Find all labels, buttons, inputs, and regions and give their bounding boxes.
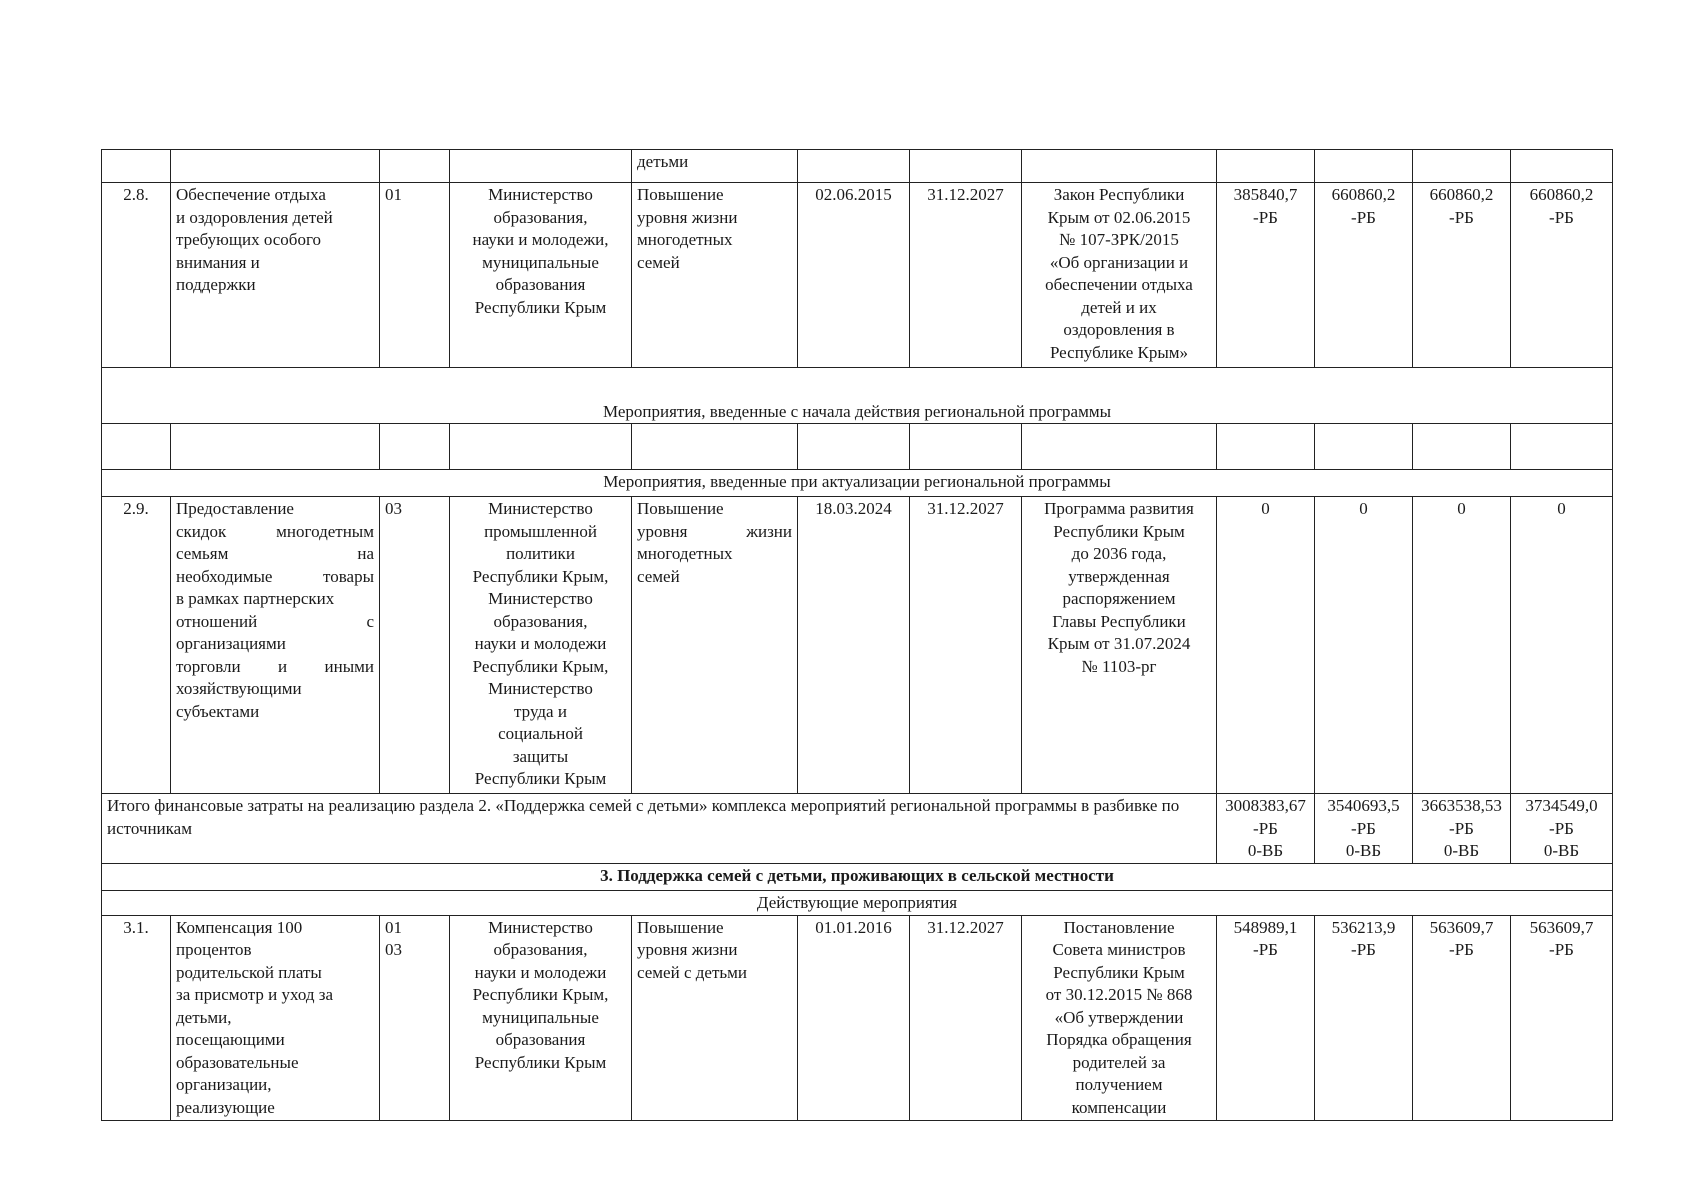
measure-code: 03 xyxy=(380,497,450,794)
funding-year-3: 660860,2 -РБ xyxy=(1413,183,1511,368)
total-label: Итого финансовые затраты на реализацию раздела 2. «Поддержка семей с детьми» комплекса мероприятий региональной программы в разбивке по источникам xyxy=(102,794,1217,864)
funding-year-1: 0 xyxy=(1217,497,1315,794)
funding-year-4: 0 xyxy=(1511,497,1613,794)
start-date: 02.06.2015 xyxy=(798,183,910,368)
row-number: 2.9. xyxy=(102,497,171,794)
section-row xyxy=(102,863,1613,890)
measure-code: 01 xyxy=(380,183,450,368)
executor: Министерство промышленной политики Республики Крым, Министерство образования, науки и молодежи Республики Крым, Министерство труда и социальной защиты Республики Крым xyxy=(450,497,632,794)
section-row xyxy=(102,890,1613,915)
cell-num xyxy=(102,150,171,183)
measure-name: Предоставление скидок многодетным семьям на необходимые товары в рамках партнерских отношений с организациями торговли и иными хозяйствующими субъектами xyxy=(171,497,380,794)
row-number: 2.8. xyxy=(102,183,171,368)
row-number: 3.1. xyxy=(102,915,171,1120)
end-date: 31.12.2027 xyxy=(910,497,1022,794)
total-year-1: 3008383,67 -РБ 0-ВБ xyxy=(1217,794,1315,864)
cell-code xyxy=(380,150,450,183)
table-row-2-9 xyxy=(102,497,1613,794)
total-year-4: 3734549,0 -РБ 0-ВБ xyxy=(1511,794,1613,864)
measure-code: 01 03 xyxy=(380,915,450,1120)
legal-basis: Постановление Совета министров Республики Крым от 30.12.2015 № 868 «Об утверждении Порядка обращения родителей за получением компенсации xyxy=(1022,915,1217,1120)
table-row-3-1 xyxy=(102,915,1613,1120)
measure-name: Обеспечение отдыха и оздоровления детей требующих особого внимания и поддержки xyxy=(171,183,380,368)
start-date: 01.01.2016 xyxy=(798,915,910,1120)
total-year-2: 3540693,5 -РБ 0-ВБ xyxy=(1315,794,1413,864)
measure-name: Компенсация 100 процентов родительской платы за присмотр и уход за детьми, посещающими образовательные организации, реализующие xyxy=(171,915,380,1120)
task: Повышение уровня жизни многодетных семей xyxy=(632,497,798,794)
executor: Министерство образования, науки и молодежи Республики Крым, муниципальные образования Республики Крым xyxy=(450,915,632,1120)
funding-year-2: 536213,9 -РБ xyxy=(1315,915,1413,1120)
funding-year-2: 0 xyxy=(1315,497,1413,794)
program-table xyxy=(101,149,1613,1121)
start-date: 18.03.2024 xyxy=(798,497,910,794)
cell-name xyxy=(171,150,380,183)
funding-year-1: 548989,1 -РБ xyxy=(1217,915,1315,1120)
executor: Министерство образования, науки и молодежи, муниципальные образования Республики Крым xyxy=(450,183,632,368)
task: Повышение уровня жизни семей с детьми xyxy=(632,915,798,1120)
end-date: 31.12.2027 xyxy=(910,183,1022,368)
section-title-active: Действующие мероприятия xyxy=(102,890,1613,915)
total-row xyxy=(102,794,1613,864)
section-title-start: Мероприятия, введенные с начала действия региональной программы xyxy=(102,368,1613,424)
section-row xyxy=(102,368,1613,424)
table-row xyxy=(102,150,1613,183)
table-row-2-8 xyxy=(102,183,1613,368)
section-title-update: Мероприятия, введенные при актуализации региональной программы xyxy=(102,470,1613,497)
funding-year-4: 563609,7 -РБ xyxy=(1511,915,1613,1120)
section-row xyxy=(102,470,1613,497)
section-3-title: 3. Поддержка семей с детьми, проживающих в сельской местности xyxy=(102,863,1613,890)
funding-year-3: 563609,7 -РБ xyxy=(1413,915,1511,1120)
empty-row xyxy=(102,424,1613,470)
task: Повышение уровня жизни многодетных семей xyxy=(632,183,798,368)
funding-year-4: 660860,2 -РБ xyxy=(1511,183,1613,368)
funding-year-2: 660860,2 -РБ xyxy=(1315,183,1413,368)
funding-year-1: 385840,7 -РБ xyxy=(1217,183,1315,368)
legal-basis: Закон Республики Крым от 02.06.2015 № 107-ЗРК/2015 «Об организации и обеспечении отдыха детей и их оздоровления в Республике Крым» xyxy=(1022,183,1217,368)
end-date: 31.12.2027 xyxy=(910,915,1022,1120)
cell-task: детьми xyxy=(632,150,798,183)
funding-year-3: 0 xyxy=(1413,497,1511,794)
cell-executor xyxy=(450,150,632,183)
legal-basis: Программа развития Республики Крым до 2036 года, утвержденная распоряжением Главы Республики Крым от 31.07.2024 № 1103-рг xyxy=(1022,497,1217,794)
total-year-3: 3663538,53 -РБ 0-ВБ xyxy=(1413,794,1511,864)
